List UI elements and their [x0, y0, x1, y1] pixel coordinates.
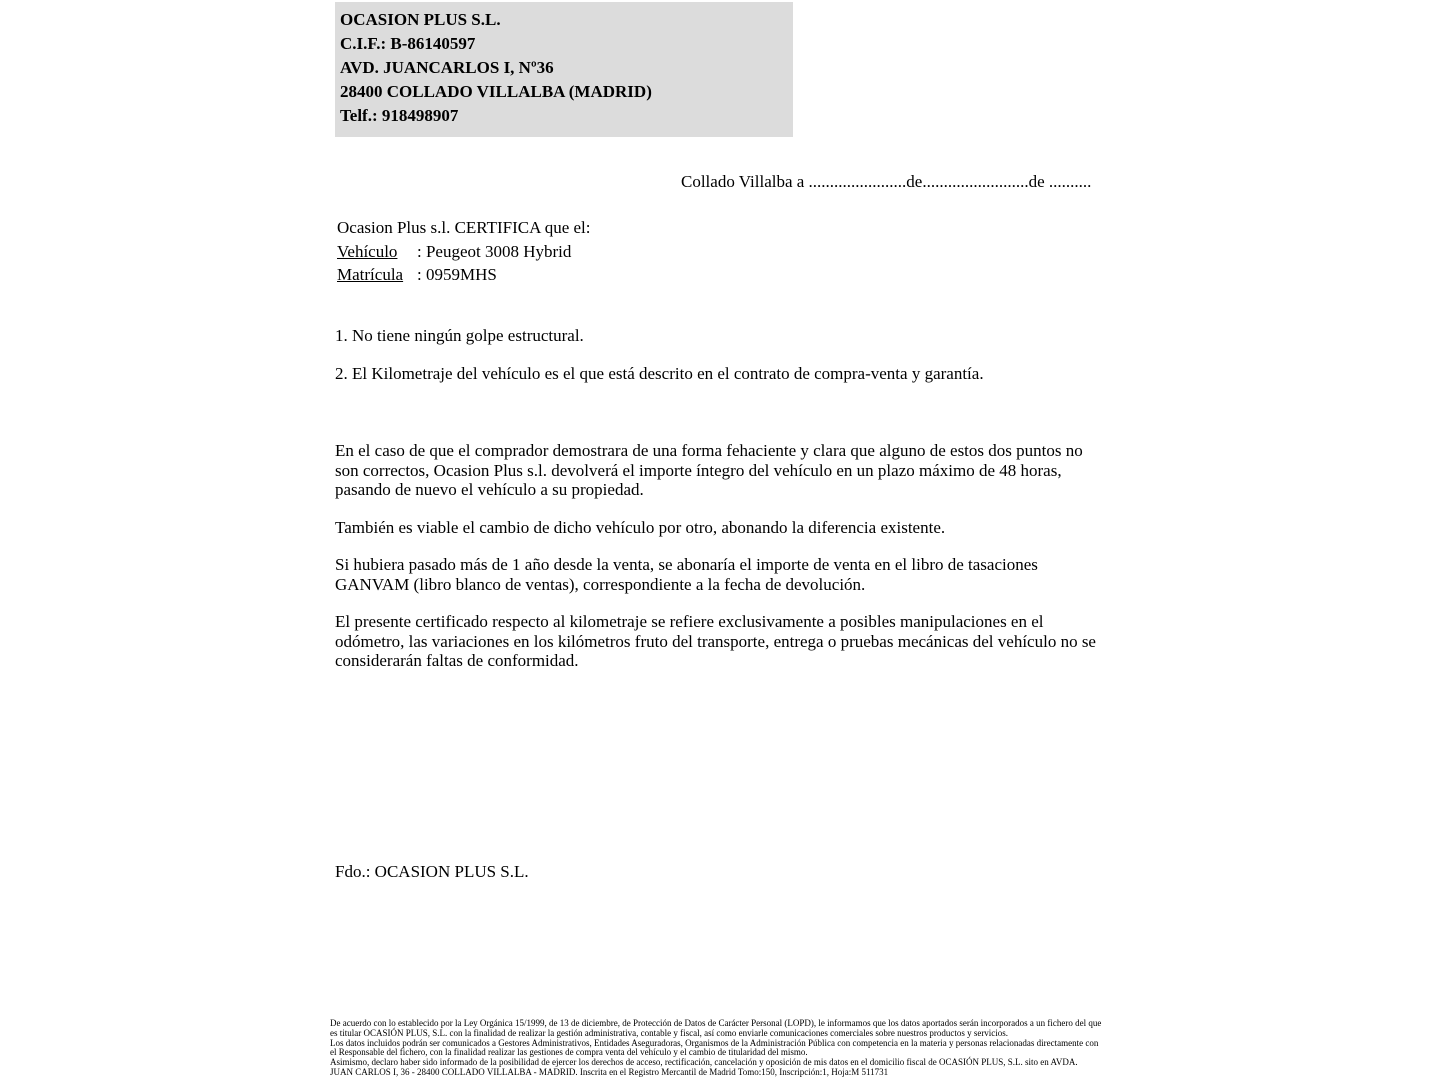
signature-line: Fdo.: OCASION PLUS S.L. [335, 862, 529, 881]
body-paragraphs [335, 441, 1103, 689]
company-name: OCASION PLUS S.L. [340, 10, 501, 29]
certify-block [337, 216, 591, 287]
plate-value: : 0959MHS [417, 265, 497, 284]
legal-paragraph-data-sharing: Los datos incluidos podrán ser comunicados a Gestores Administrativos, Entidades Aseguradoras, Organismos de la Administración Pública con competencia en la materia y personas relacionadas directamente con el Responsable del fichero, con la finalidad realizar las gestiones de compra venta del vehículo y el cambio de titularidad del mismo. [330, 1037, 1099, 1058]
date-line: Collado Villalba a .......................de.........................de .......... [681, 172, 1092, 191]
legal-paragraph-lopd: De acuerdo con lo establecido por la Ley Orgánica 15/1999, de 13 de diciembre, de Protección de Datos de Carácter Personal (LOPD), le informamos que los datos aportados serán incorporados a un fichero del que es titular OCASIÓN PLUS, S.L. con la finalidad de realizar la gestión administrativa, contable y fiscal, así como enviarle comunicaciones comerciales sobre nuestros productos y servicios. [330, 1018, 1102, 1038]
paragraph-refund: En el caso de que el comprador demostrara de una forma fehaciente y clara que alguno de estos dos puntos no son correctos, Ocasion Plus s.l. devolverá el importe íntegro del vehículo en un plazo máximo de 48 horas, pasando de nuevo el vehículo a su propiedad. [335, 441, 1083, 499]
point-1: 1. No tiene ningún golpe estructural. [335, 326, 584, 345]
company-address: AVD. JUANCARLOS I, Nº36 [340, 58, 554, 77]
plate-line [337, 263, 591, 287]
paragraph-odometer: El presente certificado respecto al kilometraje se refiere exclusivamente a posibles manipulaciones en el odómetro, las variaciones en los kilómetros fruto del transporte, entrega o pruebas mecánicas del vehículo no se considerarán faltas de conformidad. [335, 612, 1096, 670]
vehicle-label-box [337, 240, 417, 264]
legal-notice [330, 1019, 1102, 1078]
company-city: 28400 COLLADO VILLALBA (MADRID) [340, 82, 652, 101]
company-phone: Telf.: 918498907 [340, 106, 459, 125]
paragraph-exchange: También es viable el cambio de dicho vehículo por otro, abonando la diferencia existente. [335, 517, 946, 537]
vehicle-label: Vehículo [337, 241, 398, 261]
paragraph-ganvam: Si hubiera pasado más de 1 año desde la venta, se abonaría el importe de venta en el libro de tasaciones GANVAM (libro blanco de ventas), correspondiente a la fecha de devolución. [335, 555, 1038, 594]
plate-label: Matrícula [337, 265, 404, 284]
company-header [335, 2, 793, 137]
company-cif: C.I.F.: B-86140597 [340, 34, 476, 53]
plate-label-box [337, 263, 417, 287]
point-2: 2. El Kilometraje del vehículo es el que está descrito en el contrato de compra-venta y garantía. [335, 364, 984, 383]
legal-paragraph-rights: Asimismo, declaro haber sido informado de la posibilidad de ejercer los derechos de acceso, rectificación, cancelación y oposición de mis datos en el domicilio fiscal de OCASIÓN PLUS, S.L. sito en AVDA. JUAN CARLOS I, 36 - 28400 COLLADO VILLALBA - MADRID. Inscrita en el Registro Mercantil de Madrid Tomo:150, Inscripción:1, Hoja:M 511731 [330, 1057, 1078, 1077]
certify-line: Ocasion Plus s.l. CERTIFICA que el: [337, 218, 591, 237]
vehicle-value: : Peugeot 3008 Hybrid [417, 241, 572, 261]
vehicle-line [337, 240, 591, 264]
